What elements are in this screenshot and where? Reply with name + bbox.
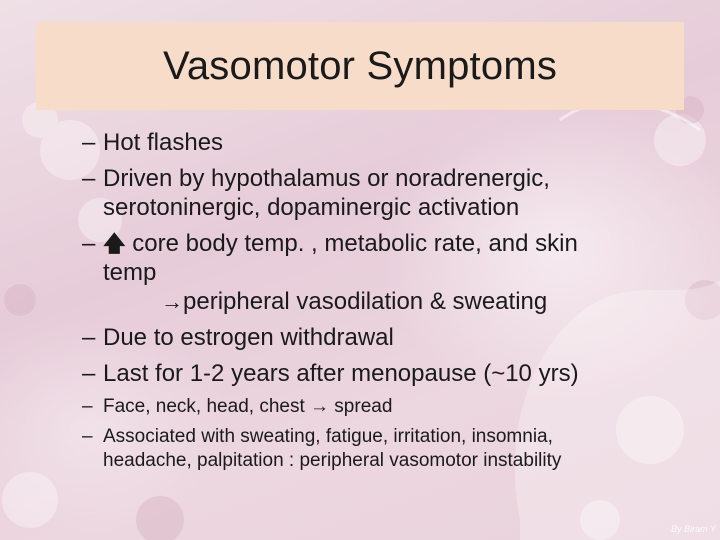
- bullet-duration: [82, 359, 702, 388]
- bullet-dash: –: [82, 324, 96, 351]
- up-arrow-icon: 🡅: [103, 231, 126, 256]
- right-arrow-icon: →: [161, 289, 183, 314]
- bullet-text-continued: serotoninergic, dopaminergic activation: [103, 194, 520, 221]
- bullet-dash: –: [82, 129, 96, 156]
- bullet-text: Due to estrogen withdrawal: [103, 324, 394, 351]
- watermark: By Biram Y: [671, 524, 716, 534]
- bullet-text: core body temp. , metabolic rate, and skin: [125, 230, 578, 257]
- bullet-text: Hot flashes: [103, 129, 224, 156]
- title-box: [36, 22, 684, 110]
- bullet-text: Driven by hypothalamus or noradrenergic,: [103, 165, 550, 192]
- bullet-dash: –: [82, 230, 96, 257]
- bullet-dash: –: [82, 360, 96, 387]
- slide-body: [82, 128, 702, 479]
- bullet-dash: –: [82, 426, 93, 447]
- right-arrow-icon: →: [310, 396, 330, 417]
- bullet-driven-by: [82, 164, 702, 222]
- sub-bullet-associated: [82, 425, 702, 473]
- sub-bullet-text: Face, neck, head, chest: [103, 396, 311, 417]
- sub-bullet-text: Associated with sweating, fatigue, irritation, insomnia,: [103, 426, 553, 447]
- slide-title: Vasomotor Symptoms: [162, 43, 558, 88]
- sub-bullet-face-neck: [82, 395, 702, 419]
- bullet-text-continued: temp: [103, 259, 157, 286]
- sub-bullet-text-end: spread: [329, 396, 393, 417]
- bullet-dash: –: [82, 396, 93, 417]
- bullet-text: Last for 1-2 years after menopause (~10 yrs): [103, 360, 579, 387]
- bullet-core-body-temp: [82, 229, 702, 316]
- bullet-dash: –: [82, 165, 96, 192]
- bullet-text-continued: peripheral vasodilation & sweating: [183, 288, 548, 315]
- bullet-estrogen-withdrawal: [82, 323, 702, 352]
- bullet-hot-flashes: [82, 128, 702, 157]
- sub-bullet-text-continued: headache, palpitation : peripheral vasomotor instability: [103, 450, 562, 471]
